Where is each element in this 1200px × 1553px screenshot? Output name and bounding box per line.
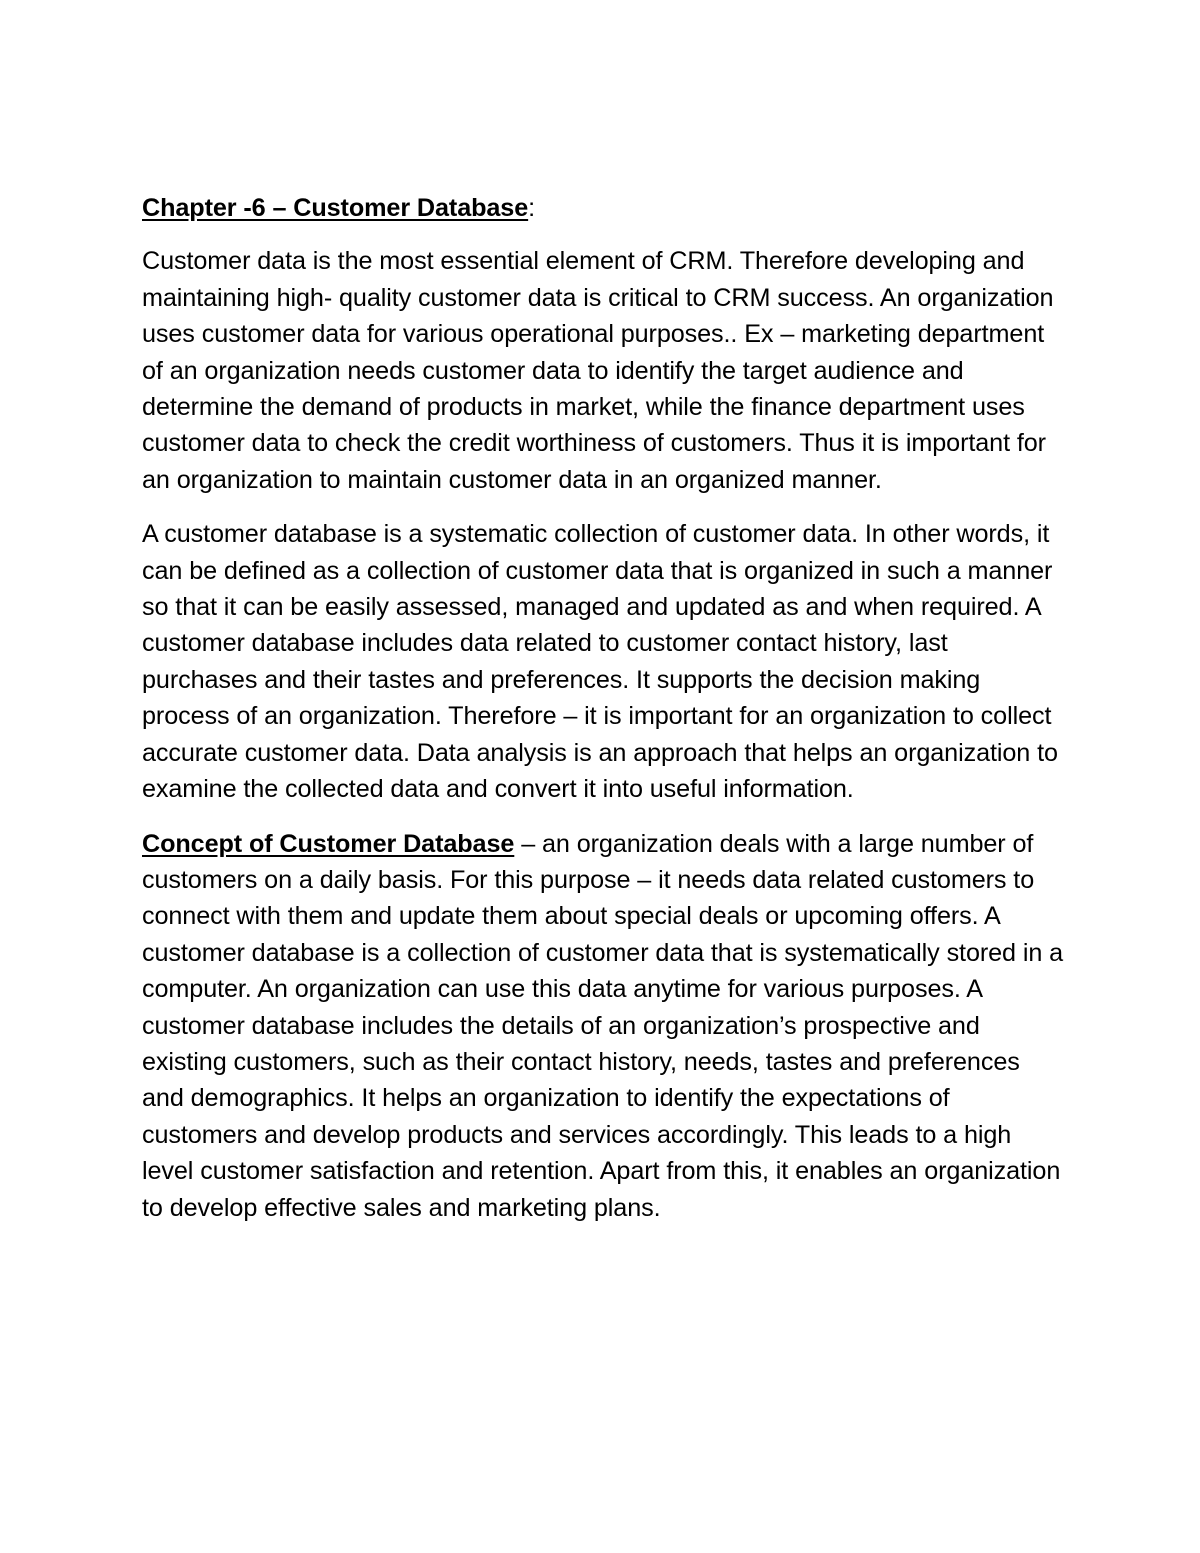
paragraph-concept-of-customer-database xyxy=(142,826,1067,1226)
paragraph-customer-data: Customer data is the most essential element of CRM. Therefore developing and maintaining high- quality customer data is critical to CRM success. An organization uses customer data for various operational purposes.. Ex – marketing department of an organization needs customer data to identify the target audience and determine the demand of products in market, while the finance department uses customer data to check the credit worthiness of customers. Thus it is important for an organization to maintain customer data in an organized manner. xyxy=(142,247,1054,494)
chapter-title-colon: : xyxy=(528,194,536,222)
chapter-title: Chapter -6 – Customer Database xyxy=(142,194,529,222)
concept-term: Concept of Customer Database xyxy=(142,829,515,858)
chapter-heading xyxy=(142,190,1067,226)
paragraph-customer-database-definition: A customer database is a systematic collection of customer data. In other words, it can be defined as a collection of customer data that is organized in such a manner so that it can be easily assessed, managed and updated as and when required. A customer database includes data related to customer contact history, last purchases and their tastes and preferences. It supports the decision making process of an organization. Therefore – it is important for an organization to collect accurate customer data. Data analysis is an approach that helps an organization to examine the collected data and convert it into useful information. xyxy=(142,520,1058,804)
concept-body: – an organization deals with a large number of customers on a daily basis. For this purpose – it needs data related customers to connect with them and update them about special deals or upcoming offers. A customer database is a collection of customer data that is systematically stored in a computer. An organization can use this data anytime for various purposes. A customer database includes the details of an organization’s prospective and existing customers, such as their contact history, needs, tastes and preferences and demographics. It helps an organization to identify the expectations of customers and develop products and services accordingly. This leads to a high level customer satisfaction and retention. Apart from this, it enables an organization to develop effective sales and marketing plans. xyxy=(142,829,1064,1222)
document-page xyxy=(142,190,1067,1244)
